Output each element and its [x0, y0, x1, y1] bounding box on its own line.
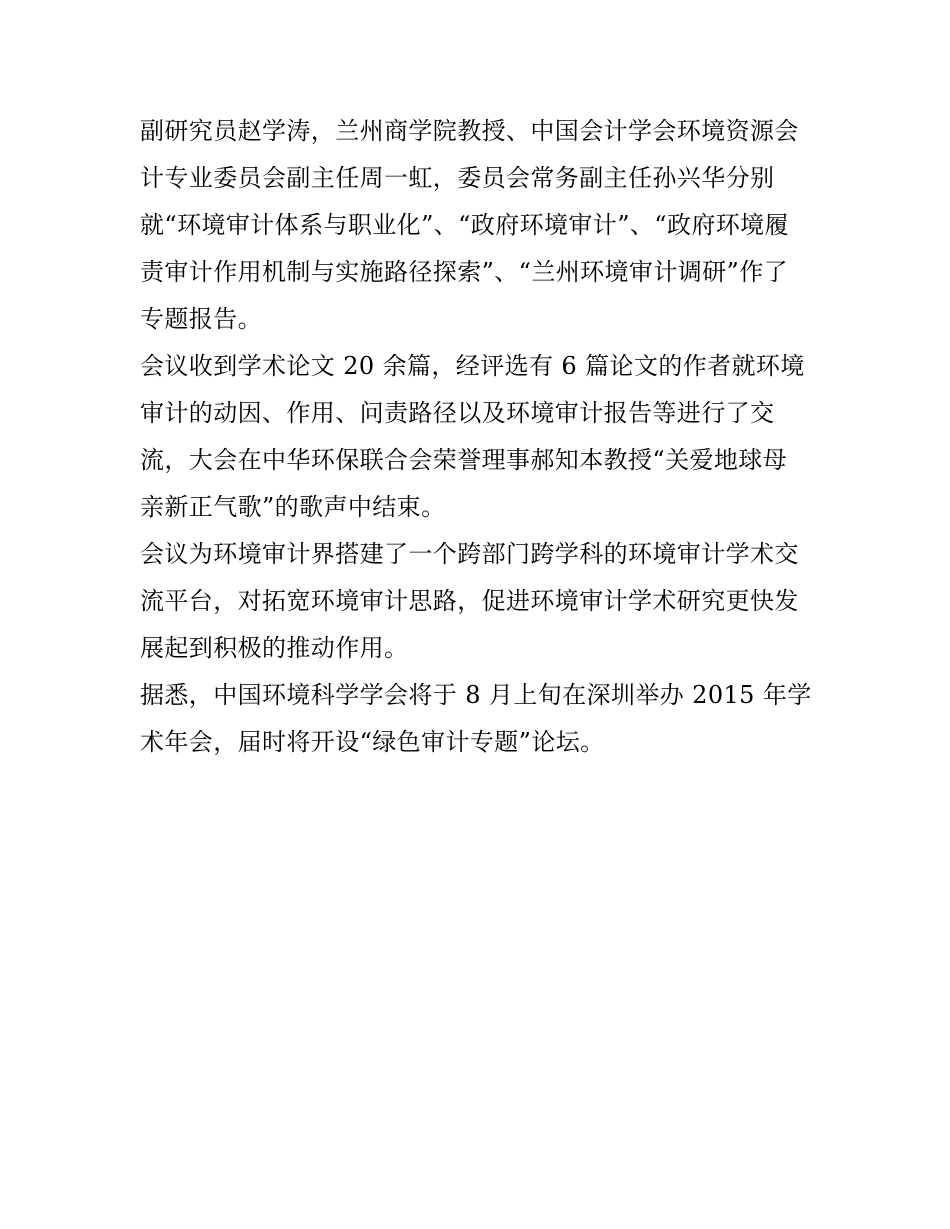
- paragraph-2: [140, 343, 815, 531]
- paragraph-4: [140, 672, 815, 766]
- paragraph-line: 就“环境审计体系与职业化”、“政府环境审计”、“政府环境履: [140, 211, 789, 239]
- paragraph-1: [140, 108, 815, 343]
- paragraph-line: 责审计作用机制与实施路径探索”、“兰州环境审计调研”作了: [140, 258, 789, 286]
- paragraph-line: 专题报告。: [140, 305, 262, 333]
- paragraph-line: 会议为环境审计界搭建了一个跨部门跨学科的环境审计学术交: [140, 540, 799, 568]
- paragraph-line: 亲新正气歌”的歌声中结束。: [140, 493, 446, 521]
- paragraph-line: 会议收到学术论文 20 余篇，经评选有 6 篇论文的作者就环境: [140, 352, 805, 380]
- paragraph-line: 流平台，对拓宽环境审计思路，促进环境审计学术研究更快发: [140, 587, 799, 615]
- paragraph-3: [140, 531, 815, 672]
- paragraph-line: 计专业委员会副主任周一虹，委员会常务副主任孙兴华分别: [140, 164, 775, 192]
- paragraph-line: 展起到积极的推动作用。: [140, 634, 409, 662]
- paragraph-line: 审计的动因、作用、问责路径以及环境审计报告等进行了交: [140, 399, 775, 427]
- document-body: [140, 108, 815, 766]
- paragraph-line: 术年会，届时将开设“绿色审计专题”论坛。: [140, 728, 605, 756]
- paragraph-line: 副研究员赵学涛，兰州商学院教授、中国会计学会环境资源会: [140, 117, 799, 145]
- paragraph-line: 据悉，中国环境科学学会将于 8 月上旬在深圳举办 2015 年学: [140, 681, 812, 709]
- paragraph-line: 流，大会在中华环保联合会荣誉理事郝知本教授“关爱地球母: [140, 446, 788, 474]
